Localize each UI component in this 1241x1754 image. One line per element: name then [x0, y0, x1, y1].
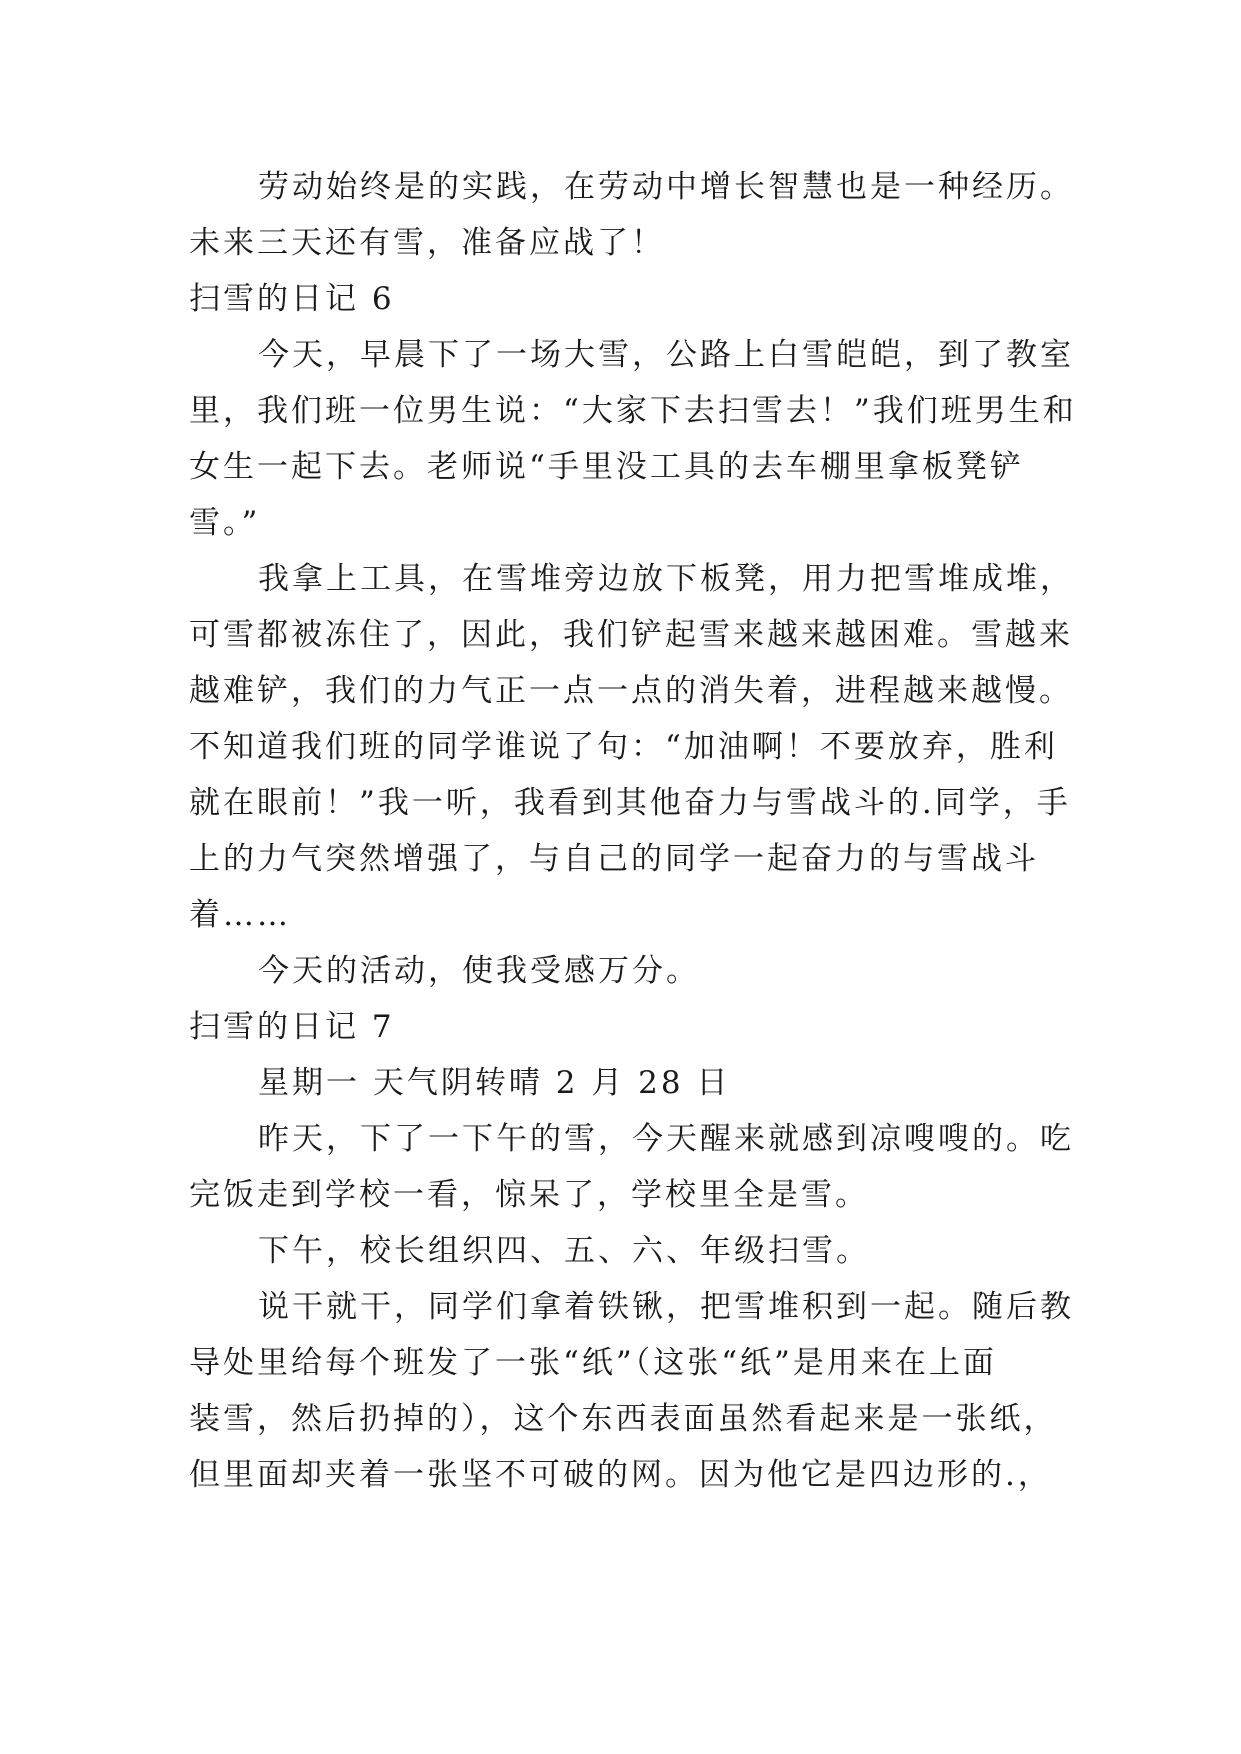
- paragraph-line: 着……: [189, 897, 291, 933]
- paragraph-line: 但里面却夹着一张坚不可破的网。因为他它是四边形的.，: [189, 1457, 1052, 1493]
- paragraph-line: 今天，早晨下了一场大雪，公路上白雪皑皑，到了教室: [258, 337, 1074, 373]
- paragraph-line: 装雪，然后扔掉的），这个东西表面虽然看起来是一张纸，: [189, 1401, 1058, 1437]
- section-heading: 扫雪的日记 7: [189, 1009, 395, 1045]
- paragraph-line: 完饭走到学校一看，惊呆了，学校里全是雪。: [189, 1177, 869, 1213]
- paragraph-line: 未来三天还有雪，准备应战了！: [189, 225, 665, 261]
- paragraph-line: 可雪都被冻住了，因此，我们铲起雪来越来越困难。雪越来: [189, 617, 1073, 653]
- paragraph-line: 里，我们班一位男生说：“大家下去扫雪去！”我们班男生和: [189, 393, 1077, 429]
- section-heading: 扫雪的日记 6: [189, 281, 395, 317]
- paragraph-line: 上的力气突然增强了，与自己的同学一起奋力的与雪战斗: [189, 841, 1039, 877]
- paragraph-line: 越难铲，我们的力气正一点一点的消失着，进程越来越慢。: [189, 673, 1073, 709]
- paragraph-line: 不知道我们班的同学谁说了句：“加油啊！不要放弃，胜利: [189, 729, 1058, 765]
- paragraph-line: 雪。”: [189, 505, 261, 541]
- paragraph-line: 昨天，下了一下午的雪，今天醒来就感到凉嗖嗖的。吃: [258, 1121, 1074, 1157]
- paragraph-line: 女生一起下去。老师说“手里没工具的去车棚里拿板凳铲: [189, 449, 1024, 485]
- paragraph-line: 劳动始终是的实践，在劳动中增长智慧也是一种经历。: [258, 169, 1074, 205]
- paragraph-line: 就在眼前！”我一听，我看到其他奋力与雪战斗的.同学，手: [189, 785, 1071, 821]
- paragraph-line: 今天的活动，使我受感万分。: [258, 953, 700, 989]
- date-weather-line: 星期一 天气阴转晴 2 月 28 日: [258, 1065, 731, 1101]
- paragraph-line: 我拿上工具，在雪堆旁边放下板凳，用力把雪堆成堆，: [258, 561, 1074, 597]
- paragraph-line: 下午，校长组织四、五、六、年级扫雪。: [258, 1233, 870, 1269]
- paragraph-line: 说干就干，同学们拿着铁锹，把雪堆积到一起。随后教: [258, 1289, 1074, 1325]
- paragraph-line: 导处里给每个班发了一张“纸”（这张“纸”是用来在上面: [189, 1345, 997, 1381]
